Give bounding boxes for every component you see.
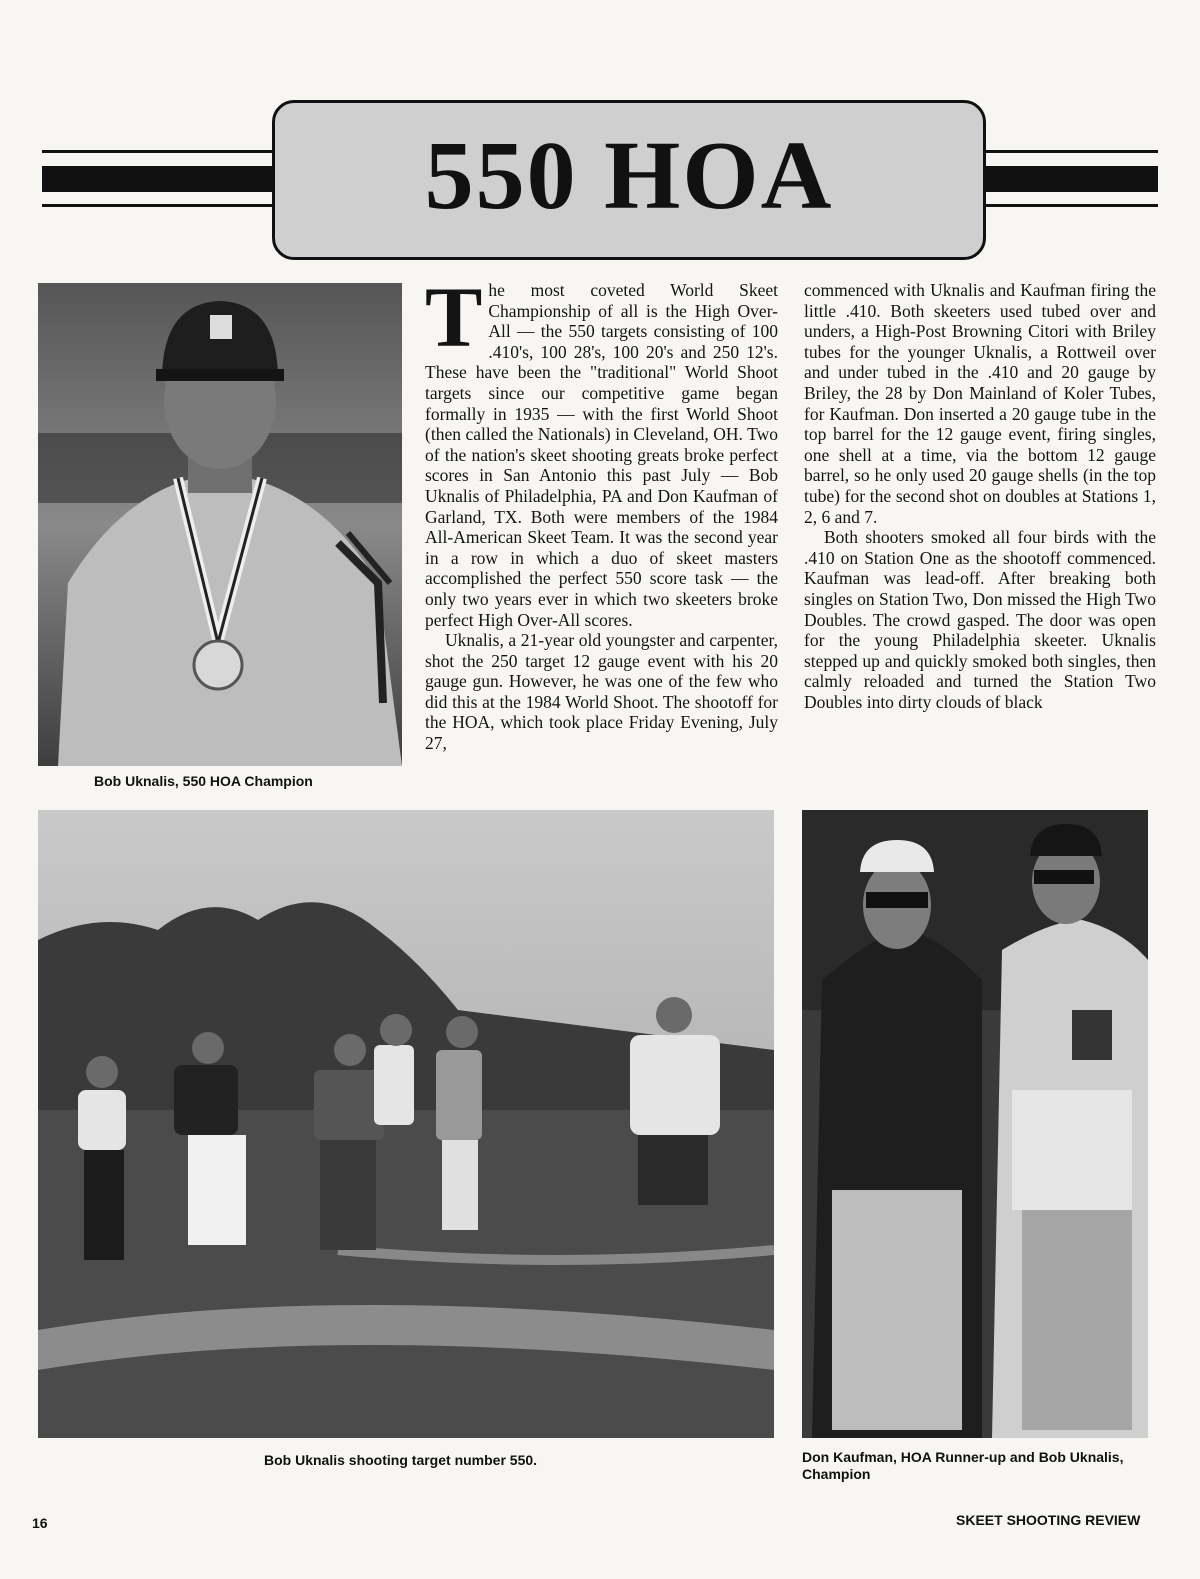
page-title: 550 HOA [424, 122, 834, 230]
champion-caption: Bob Uknalis, 550 HOA Champion [94, 773, 313, 789]
article-column-1 [425, 269, 778, 754]
paragraph-2: Uknalis, a 21-year old youngster and carpenter, shot the 250 target 12 gauge event with his 20 gauge gun. However, he was one of the few who did this at the 1984 World Shoot. The shootoff for the HOA, which took place Friday Evening, July 27, [425, 630, 778, 754]
left-rule-thin-top [42, 150, 274, 153]
paragraph-4: Both shooters smoked all four birds with the .410 on Station One as the shootoff commenced. Kaufman was lead-off. After breaking both singles on Station Two, Don missed the High Two Doubles. The crowd gasped. The door was open for the young Philadelphia skeeter. Uknalis stepped up and quickly smoked both singles, then calmly reloaded and turned the Station Two Doubles into dirty clouds of black [804, 527, 1156, 712]
paragraph-1 [425, 269, 778, 630]
paragraph-1-text: he most coveted World Skeet Championship of all is the High Over-All — the 550 targets consisting of 100 .410's, 100 28's, 100 20's and 250 12's. These have been the "traditional" World Shoot targets since our competitive game began formally in 1935 — with the first World Shoot (then called the Nationals) in Cleveland, OH. Two of the nation's skeet shooting greats broke perfect scores in San Antonio this past July — Bob Uknalis of Philadelphia, PA and Don Kaufman of Garland, TX. Both were members of the 1984 All-American Skeet Team. It was the second year in a row in which a duo of skeet masters accomplished the perfect 550 score task — the only two years ever in which two skeeters broke perfect High Over-All scores. [425, 280, 778, 630]
shooting-photo [38, 810, 774, 1438]
right-rule-thin-bottom [984, 204, 1158, 207]
article-column-2 [804, 280, 1156, 712]
drop-cap: T [425, 269, 483, 365]
publication-name: SKEET SHOOTING REVIEW [956, 1512, 1141, 1528]
duo-caption: Don Kaufman, HOA Runner-up and Bob Uknalis, Champion [802, 1449, 1124, 1482]
right-rule-thin-top [984, 150, 1158, 153]
shooting-caption: Bob Uknalis shooting target number 550. [264, 1452, 538, 1468]
champion-photo [38, 283, 402, 766]
title-box [272, 100, 986, 260]
duo-photo [802, 810, 1148, 1438]
right-rule-thick [984, 166, 1158, 192]
page-number: 16 [32, 1515, 48, 1531]
left-rule-thin-bottom [42, 204, 274, 207]
left-rule-thick [42, 166, 274, 192]
paragraph-3: commenced with Uknalis and Kaufman firing the little .410. Both skeeters used tubed over and unders, a High-Post Browning Citori with Briley tubes for the younger Uknalis, a Rottweil over and under tubed in the .410 and 20 gauge by Briley, the 28 by Don Mainland of Koler Tubes, for Kaufman. Don inserted a 20 gauge tube in the top barrel for the 12 gauge event, firing singles, one shell at a time, via the bottom 12 gauge barrel, so he only used 20 gauge shells (in the top tube) for the second shot on doubles at Stations 1, 2, 6 and 7. [804, 280, 1156, 527]
